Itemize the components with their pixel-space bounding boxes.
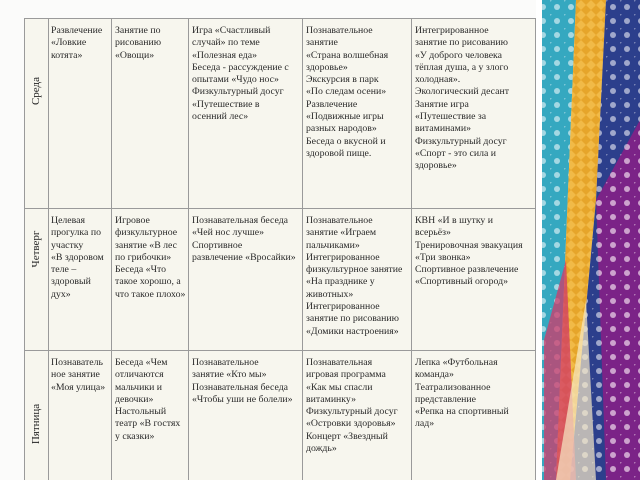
cell-text-line: котята» <box>51 49 83 61</box>
cell-text-line: «Домики настроения» <box>306 325 399 337</box>
cell-text-line: прогулка по <box>51 227 101 239</box>
cell-text-line: «Путешествие в <box>192 98 260 110</box>
cell-text-line: занятие <box>306 37 338 49</box>
cell-text-line: «Страна волшебная <box>306 49 389 61</box>
cell-text-line: Познаватель <box>51 357 104 368</box>
schedule-table <box>24 18 536 480</box>
cell-text-line: холодная». <box>415 74 461 86</box>
day-label: Четверг <box>30 230 42 268</box>
activity-cell <box>303 19 412 209</box>
cell-text-line: Тренировочная эвакуация <box>415 239 523 251</box>
cell-text-line: Интегрированное <box>415 25 489 36</box>
cell-text-line: «На празднике у <box>306 276 375 288</box>
cell-text-line: Познавательная <box>306 357 373 368</box>
cell-text-line: тёплая душа, а у злого <box>415 61 509 73</box>
table-row <box>24 18 536 209</box>
cell-text-line: здоровой пище. <box>306 147 372 159</box>
cell-text-line: «Спорт - это сила и <box>415 147 497 159</box>
cell-text-line: Интегрированное <box>306 301 380 313</box>
cell-text-line: игровая программа <box>306 369 386 381</box>
cell-text-line: Развлечение <box>51 25 103 36</box>
cell-text-line: всерьёз» <box>415 227 451 239</box>
day-cell <box>24 209 49 351</box>
cell-text-line: Развлечение <box>306 98 358 110</box>
cell-text-line: занятие по рисованию <box>306 313 399 325</box>
cell-text-line: «Чей нос лучше» <box>192 227 264 239</box>
activity-cell <box>48 19 112 209</box>
day-label: Среда <box>30 77 42 106</box>
cell-text-line: дождь» <box>306 443 337 455</box>
activity-cell <box>303 351 412 480</box>
cell-text-line: Познавательная беседа <box>192 381 289 393</box>
cell-text-line: «Моя улица» <box>51 381 106 393</box>
cell-text-line: такое хорошо, а <box>115 276 181 288</box>
cell-text-line: витаминами» <box>415 123 471 135</box>
cell-text-line: отличаются <box>115 369 164 381</box>
cell-text-line: «У доброго человека <box>415 49 503 61</box>
cell-text-line: Экологический десант <box>415 86 510 98</box>
cell-text-line: животных» <box>306 288 354 300</box>
table-row <box>24 208 536 351</box>
cell-text-line: занятие «В лес <box>115 239 178 251</box>
day-label: Пятница <box>30 403 42 444</box>
cell-text-line: Занятие игра <box>415 98 469 110</box>
activity-cell <box>48 351 112 480</box>
activity-cell <box>48 209 112 351</box>
cell-text-line: «Островки здоровья» <box>306 418 396 430</box>
cell-text-line: разных народов» <box>306 123 377 135</box>
activity-cell <box>412 209 536 351</box>
cell-text-line: девочки» <box>115 393 154 405</box>
activity-cell <box>112 19 189 209</box>
cell-text-line: Спортивное <box>192 239 243 251</box>
activity-cell <box>112 351 189 480</box>
cell-text-line: Интегрированное <box>306 251 380 263</box>
cell-text-line: команда» <box>415 369 454 381</box>
activity-cell <box>112 209 189 351</box>
cell-text-line: лад» <box>415 418 435 430</box>
cell-text-line: Театрализованное <box>415 381 491 393</box>
cell-text-line: Физкультурный досуг <box>415 135 507 147</box>
cell-text-line: «По следам осени» <box>306 86 387 98</box>
cell-text-line: здоровье» <box>415 160 457 172</box>
cell-text-line: Физкультурный досуг <box>306 406 398 418</box>
day-cell <box>24 351 49 480</box>
cell-text-line: «Репка на спортивный <box>415 406 509 418</box>
cell-text-line: представление <box>415 393 477 405</box>
cell-text-line: занятие по рисованию <box>415 37 508 49</box>
cell-text-line: «Овощи» <box>115 49 155 61</box>
cell-text-line: «Как мы спасли <box>306 381 373 393</box>
activity-cell <box>303 209 412 351</box>
cell-text-line: витаминку» <box>306 393 356 405</box>
cell-text-line: Беседа - рассуждение с <box>192 61 289 73</box>
activity-cell <box>189 209 303 351</box>
cell-text-line: Беседа «Что <box>115 264 167 276</box>
cell-text-line: дух» <box>51 288 71 300</box>
cell-text-line: у сказки» <box>115 430 155 442</box>
cell-text-line: Занятие по <box>115 25 161 36</box>
activity-cell <box>412 19 536 209</box>
cell-text-line: Физкультурный досуг <box>192 86 284 98</box>
cell-text-line: физкультурное <box>115 227 178 239</box>
activity-cell <box>412 351 536 480</box>
cell-text-line: Настольный <box>115 406 167 418</box>
cell-text-line: осенний лес» <box>192 111 249 123</box>
cell-text-line: «В здоровом <box>51 251 104 263</box>
cell-text-line: Познавательная беседа <box>192 215 289 226</box>
cell-text-line: Игра «Счастливый <box>192 25 271 36</box>
cell-text-line: Игровое <box>115 215 150 226</box>
cell-text-line: теле – <box>51 264 77 276</box>
cell-text-line: по грибочки» <box>115 251 172 263</box>
cell-text-line: Познавательное <box>306 25 373 36</box>
cell-text-line: «Путешествие за <box>415 111 487 123</box>
cell-text-line: мальчики и <box>115 381 163 393</box>
cell-text-line: «Чтобы уши не болели» <box>192 393 293 405</box>
cell-text-line: развлечение «Вросайки» <box>192 251 296 263</box>
cell-text-line: «Ловкие <box>51 37 87 49</box>
cell-text-line: случай» по теме <box>192 37 260 49</box>
cell-text-line: Лепка «Футбольная <box>415 357 498 368</box>
cell-text-line: рисованию <box>115 37 162 49</box>
cell-text-line: Спортивное развлечение <box>415 264 519 276</box>
cell-text-line: Беседа о вкусной и <box>306 135 386 147</box>
cell-text-line: Беседа «Чем <box>115 357 168 368</box>
cell-text-line: физкультурное занятие <box>306 264 403 276</box>
cell-text-line: здоровье» <box>306 61 348 73</box>
table-row <box>24 350 536 480</box>
decorative-fabric-image <box>536 0 640 480</box>
cell-text-line: Познавательное <box>306 215 373 226</box>
day-cell <box>24 19 49 209</box>
cell-text-line: ное занятие <box>51 369 100 381</box>
cell-text-line: здоровый <box>51 276 91 288</box>
cell-text-line: «Полезная еда» <box>192 49 257 61</box>
cell-text-line: что такое плохо» <box>115 288 186 300</box>
cell-text-line: занятие «Кто мы» <box>192 369 267 381</box>
cell-text-line: Познавательное <box>192 357 259 368</box>
cell-text-line: «Три звонка» <box>415 251 471 263</box>
cell-text-line: участку <box>51 239 84 251</box>
cell-text-line: «Подвижные игры <box>306 111 384 123</box>
cell-text-line: театр «В гостях <box>115 418 181 430</box>
cell-text-line: пальчиками» <box>306 239 360 251</box>
cell-text-line: Экскурсия в парк <box>306 74 379 86</box>
activity-cell <box>189 19 303 209</box>
cell-text-line: Целевая <box>51 215 86 226</box>
activity-cell <box>189 351 303 480</box>
cell-text-line: Концерт «Звездный <box>306 430 388 442</box>
cell-text-line: опытами «Чудо нос» <box>192 74 279 86</box>
cell-text-line: «Спортивный огород» <box>415 276 508 288</box>
cell-text-line: занятие «Играем <box>306 227 377 239</box>
cell-text-line: КВН «И в шутку и <box>415 215 494 226</box>
